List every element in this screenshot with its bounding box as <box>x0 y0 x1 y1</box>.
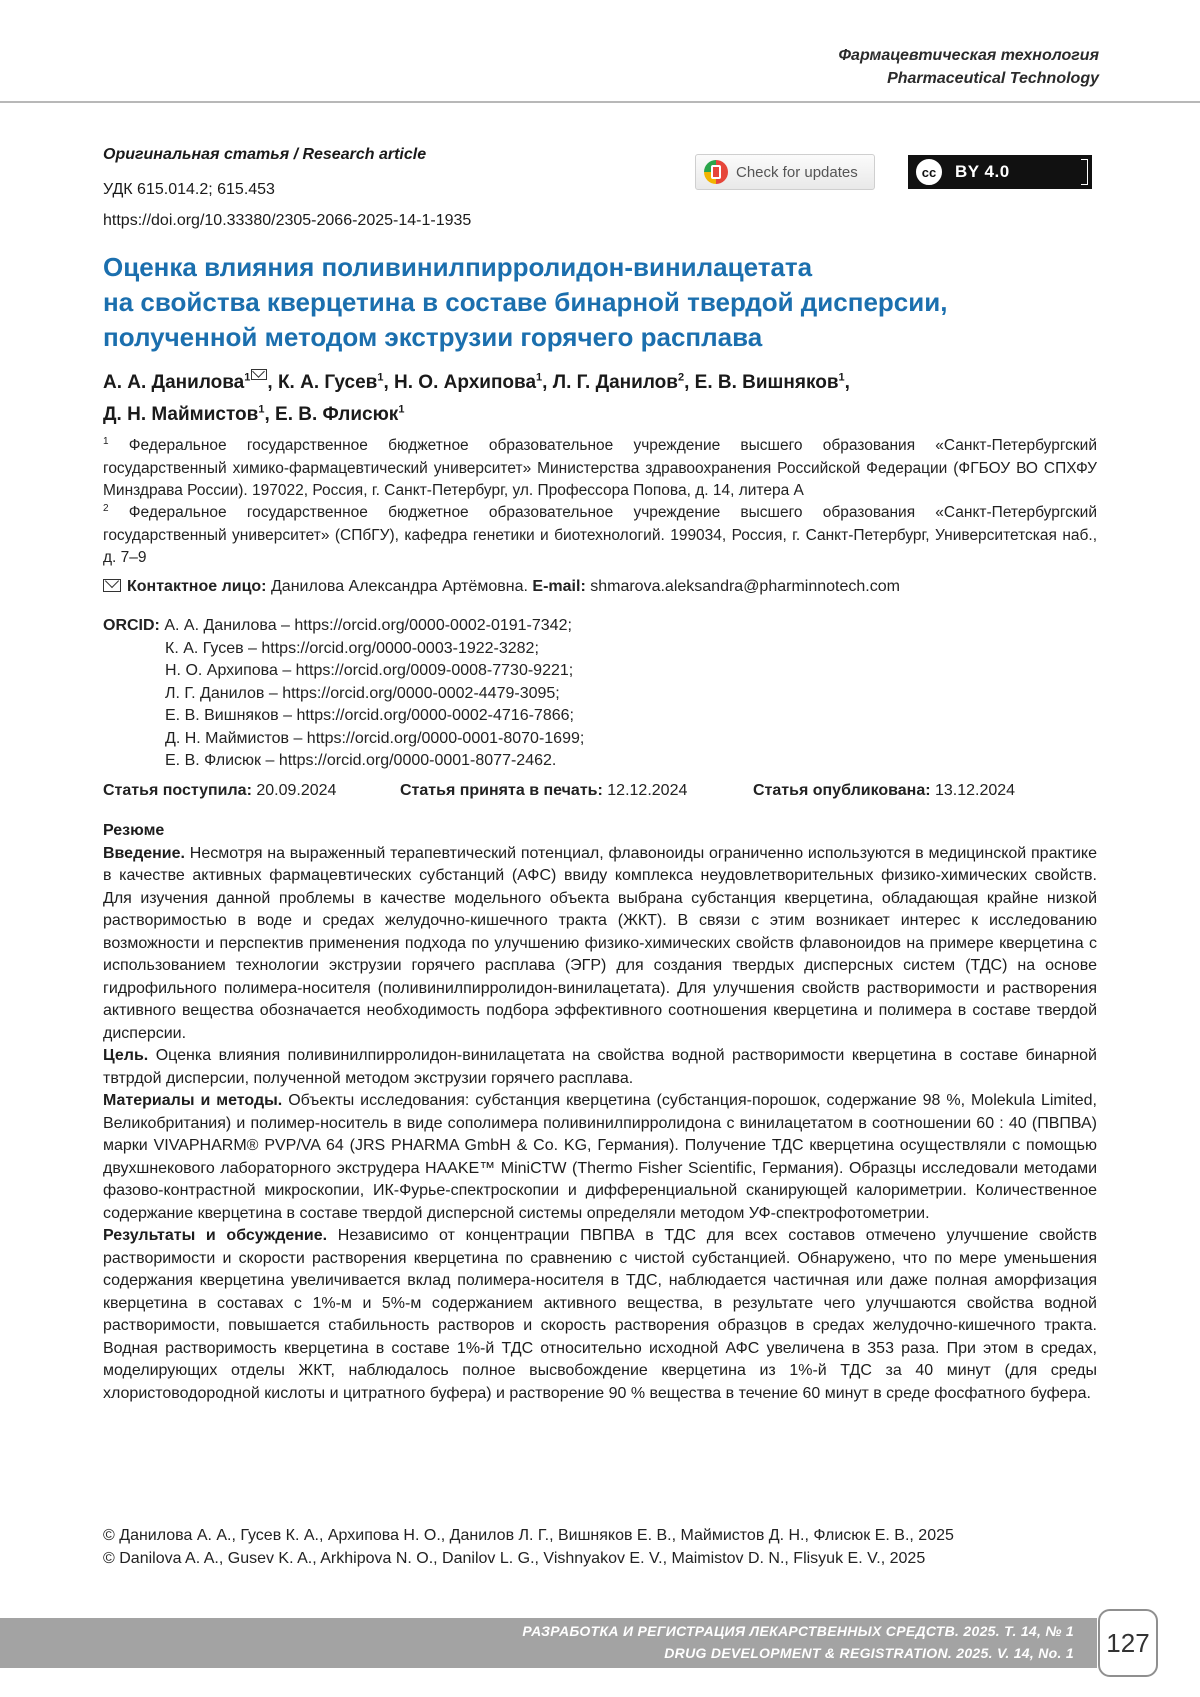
section-title-en: Pharmaceutical Technology <box>887 70 1099 87</box>
journal-citation <box>522 1620 1074 1664</box>
email-link[interactable]: shmarova.aleksandra@pharminnotech.com <box>590 578 900 595</box>
orcid-entry[interactable]: А. А. Данилова – https://orcid.org/0000-0002-0191-7342; <box>164 617 572 634</box>
abstract-introduction: Введение. Несмотря на выраженный терапевтический потенциал, флавоноиды ограниченно используются в медицинской практике в качестве активных фармацевтических субстанций (АФС) ввиду комплекса неудовлетворительных физико-химических свойств. Для изучения данной проблемы в качестве модельного объекта выбрана субстанция кверцетина, обладающая крайне низкой растворимостью в воде и средах желудочно-кишечного тракта (ЖКТ). В связи с этим возникает интерес к исследованию возможности и перспектив применения подхода по улучшению физико-химических свойств флавоноидов на примере кверцетина с использованием технологии экструзии горячего расплава (ЭГР) для создания твердых дисперсных систем (ТДС) на основе гидрофильного полимера-носителя (поливинилпирролидон-винилацетата). Для улучшения свойств растворимости и растворения активного вещества обозначается необходимость подбора эффективного соотношения кверцетина и полимера в составе твердой дисперсии. <box>103 844 1097 1042</box>
orcid-entry[interactable]: К. А. Гусев – https://orcid.org/0000-0003-1922-3282; <box>165 639 539 657</box>
author: А. А. Данилова$^1$ , <box>103 372 278 393</box>
article-type: Оригинальная статья / Research article <box>103 146 427 163</box>
orcid-entry[interactable]: Н. О. Архипова – https://orcid.org/0009-0008-7730-9221; <box>165 662 574 679</box>
orcid-entry[interactable]: Е. В. Вишняков – https://orcid.org/0000-0002-4716-7866; <box>165 707 574 724</box>
creative-commons-icon: cc <box>913 156 945 188</box>
affiliation-2: $^2$ Федеральное государственное бюджетное образовательное учреждение высшего образования «Санкт-Петербургский государственный университет» (СПбГУ), кафедра генетики и биотехнологий. 199034, Россия, г. Санкт-Петербург, Университетская наб., д. 7–9 <box>103 503 1097 567</box>
abstract-methods: Материалы и методы. Объекты исследования: субстанция кверцетина (субстанция-порошок, содержание 98 %, Molekula Limited, Великобритания) и полимер-носитель в виде сополимера поливинилпирролидона с винилацетатом в соотношении 60 : 40 (ПВПВА) марки VIVAPHARM® PVP/VA 64 (JRS PHARMA GmbH & Co. KG, Германия). Получение ТДС кверцетина осуществляли с помощью двухшнекового лабораторного экструдера HAAKE™ MiniCTW (Thermo Fisher Scientific, Германия). Образцы исследовали методами фазово-контрастной микроскопии, ИК-Фурье-спектроскопии и дифференциальной сканирующей калориметрии. Количественное содержание кверцетина в составе твердой дисперсной системы определяли методом УФ-спектрофотометрии. <box>103 1092 1097 1222</box>
author-list <box>103 365 1103 428</box>
crossmark-icon <box>704 160 728 184</box>
header-divider <box>0 101 1200 103</box>
license-label: BY 4.0 <box>955 162 1010 181</box>
title-line: на свойства кверцетина в составе бинарной твердой дисперсии, <box>103 287 948 317</box>
abstract-aim: Цель. Оценка влияния поливинилпирролидон-винилацетата на свойства водной растворимости кверцетина в составе бинарной твтрдой дисперсии, полученной методом экструзии горячего расплава. <box>103 1047 1097 1087</box>
title-line: полученной методом экструзии горячего расплава <box>103 322 763 352</box>
contact-person: Контактное лицо: Данилова Александра Артёмовна. E-mail: shmarova.aleksandra@pharminnotech.com <box>103 578 900 596</box>
journal-citation-ru: РАЗРАБОТКА И РЕГИСТРАЦИЯ ЛЕКАРСТВЕННЫХ СРЕДСТВ. 2025. Т. 14, № 1 <box>522 1623 1074 1639</box>
date-accepted: Статья принята в печать: 12.12.2024 <box>400 782 688 799</box>
abstract-results: Результаты и обсуждение. Независимо от концентрации ПВПВА в ТДС для всех составов отмечено улучшение свойств растворимости и скорости растворения кверцетина по сравнению с чистой субстанцией. Обнаружено, что по мере уменьшения содержания кверцетина увеличивается вклад полимера-носителя в ТДС, наблюдается частичная или даже полная аморфизация кверцетина в составах с 1%-м и 5%-м содержанием активного вещества, в результате чего улучшаются свойства водной растворимости, повышается стабильность растворов и скорость растворения образцов в средах желудочно-кишечного тракта. Водная растворимость кверцетина в составе 1%-й ТДС относительно исходной АФС увеличена в 353 раза. При этом в средах, моделирующих отделы ЖКТ, наблюдалось полное высвобождение кверцетина из 1%-й ТДС за 40 минут (для среды хлористоводородной кислоты и цитратного буфера) и растворение 90 % вещества в течение 60 минут в среде фосфатного буфера. <box>103 1227 1098 1402</box>
orcid-list <box>103 615 584 773</box>
author: К. А. Гусев$^1$, <box>277 372 395 394</box>
orcid-entry[interactable]: Л. Г. Данилов – https://orcid.org/0000-0002-4479-3095; <box>165 684 560 702</box>
abstract-heading: Резюме <box>103 822 165 839</box>
orcid-entry[interactable]: Д. Н. Маймистов – https://orcid.org/0000-0001-8070-1699; <box>165 729 585 747</box>
author: Л. Г. Данилов$^2$, <box>552 372 695 394</box>
date-received: Статья поступила: 20.09.2024 <box>103 782 337 799</box>
envelope-icon <box>103 579 121 592</box>
badge-edge <box>1081 159 1088 185</box>
copyright-ru: © Данилова А. А., Гусев К. А., Архипова Н. О., Данилов Л. Г., Вишняков Е. В., Маймистов Д. Н., Флисюк Е. В., 2025 <box>103 1527 954 1544</box>
author: Е. В. Флисюк$^1$ <box>275 403 405 425</box>
author: Е. В. Вишняков$^1$, <box>694 372 850 394</box>
article-title <box>103 250 1103 355</box>
journal-citation-en: DRUG DEVELOPMENT & REGISTRATION. 2025. V. 14, No. 1 <box>664 1645 1074 1661</box>
affiliation-1: $^1$ Федеральное государственное бюджетное образовательное учреждение высшего образования «Санкт-Петербургский государственный химико-фармацевтический университет» Министерства здравоохранения Российской Федерации (ФГБОУ ВО СПХФУ Минздрава России). 197022, Россия, г. Санкт-Петербург, ул. Профессора Попова, д. 14, литера А <box>103 436 1097 500</box>
copyright-en: © Danilova A. A., Gusev K. A., Arkhipova N. O., Danilov L. G., Vishnyakov E. V., Maimistov D. N., Flisyuk E. V., 2025 <box>103 1550 926 1567</box>
check-for-updates-button[interactable] <box>695 154 875 190</box>
title-line: Оценка влияния поливинилпирролидон-винилацетата <box>103 252 813 282</box>
section-title-ru: Фармацевтическая технология <box>838 47 1099 64</box>
doi-link[interactable]: https://doi.org/10.33380/2305-2066-2025-14-1-1935 <box>103 212 472 229</box>
orcid-entry[interactable]: Е. В. Флисюк – https://orcid.org/0000-0001-8077-2462. <box>165 752 557 769</box>
cc-license-badge[interactable] <box>908 155 1092 189</box>
date-published: Статья опубликована: 13.12.2024 <box>753 782 1016 799</box>
running-header <box>839 44 1099 90</box>
abstract <box>103 820 1097 1405</box>
check-updates-label: Check for updates <box>736 163 858 181</box>
orcid-label: ORCID: <box>103 617 160 634</box>
author: Н. О. Архипова$^1$, <box>394 372 553 394</box>
author: Д. Н. Маймистов$^1$, <box>103 403 276 425</box>
page-number: 127 <box>1098 1609 1158 1677</box>
envelope-icon <box>251 369 267 380</box>
udc-code: УДК 615.014.2; 615.453 <box>103 181 275 198</box>
